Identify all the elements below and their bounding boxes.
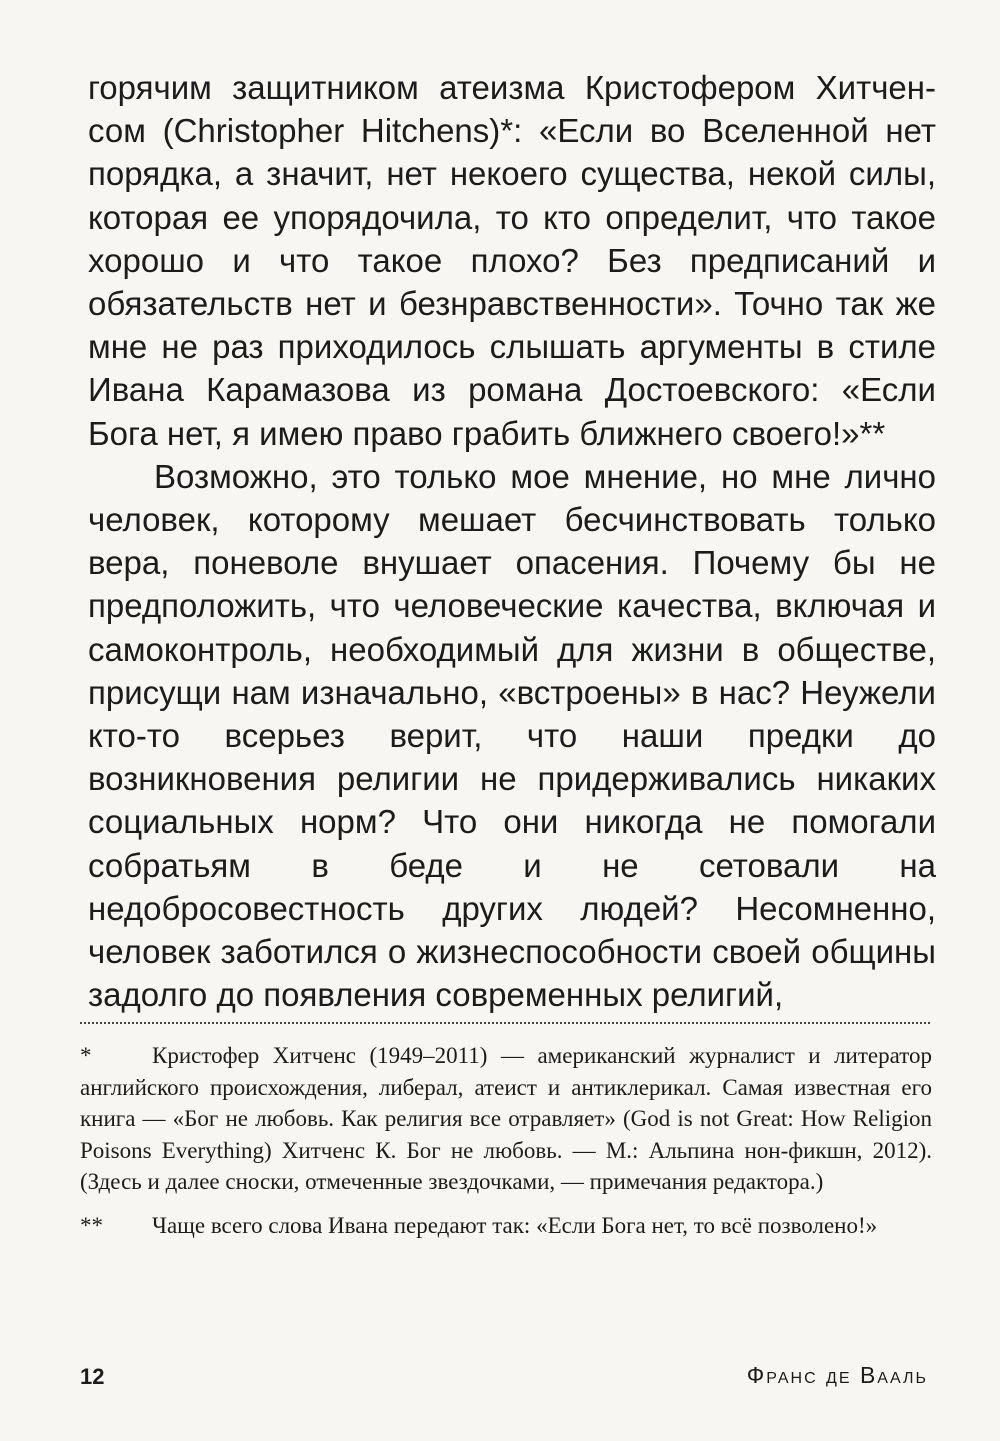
footnotes [80,1040,932,1253]
footnote-text: Чаще всего слова Ивана передают так: «Если Бога нет, то всё позволено!» [152,1212,878,1238]
paragraph: горячим защитником атеизма Кристофером Хитченсом (Christopher Hitchens)*: «Если во Вселенной нет порядка, а значит, нет некоего существа, некой силы, которая ее упорядочила, то кто определит, что такое хорошо и что такое плохо? Без предписаний и обязательств нет и безнравственности». Точно так же мне не раз приходилось слышать аргументы в стиле Ивана Карамазова из романа Достоевского: «Если Бога нет, я имею право грабить ближнего своего!»** [88,69,936,452]
main-text [88,66,936,1016]
footnote-divider [80,1022,930,1024]
footnote [80,1040,932,1198]
page-number: 12 [80,1364,105,1389]
running-head: Франс де Вааль [746,1362,928,1388]
footnote-mark: * [80,1043,92,1068]
page-footer [80,1364,928,1396]
footnote-text: Кристофер Хитченс (1949–2011) — американский журналист и литератор английского происхождения, либерал, атеист и антиклерикал. Самая известная его книга — «Бог не любовь. Как религия все отравляет» (God is not Great: How Religion Poisons Everything) Хитченс К. Бог не любовь. — М.: Альпина нон-фикшн, 2012). (Здесь и далее сноски, отмеченные звездочками, — примечания редактора.) [80,1043,932,1194]
footnote [80,1210,932,1242]
paragraph: Возможно, это только мое мнение, но мне лично человек, которому мешает бесчинствовать только вера, поневоле внушает опасения. Почему бы не предположить, что человеческие качества, включая и самоконтроль, необходимый для жизни в обществе, присущи нам изначально, «встроены» в нас? Неужели кто-то всерьез верит, что наши предки до возникновения религии не придерживались никаких социальных норм? Что они никогда не помогали собратьям в беде и не сетовали на недобросовестность других людей? Несомненно, человек заботился о жизнеспособности своей общины задолго до появления современных религий, [88,457,936,1014]
footnote-mark: ** [80,1212,103,1238]
